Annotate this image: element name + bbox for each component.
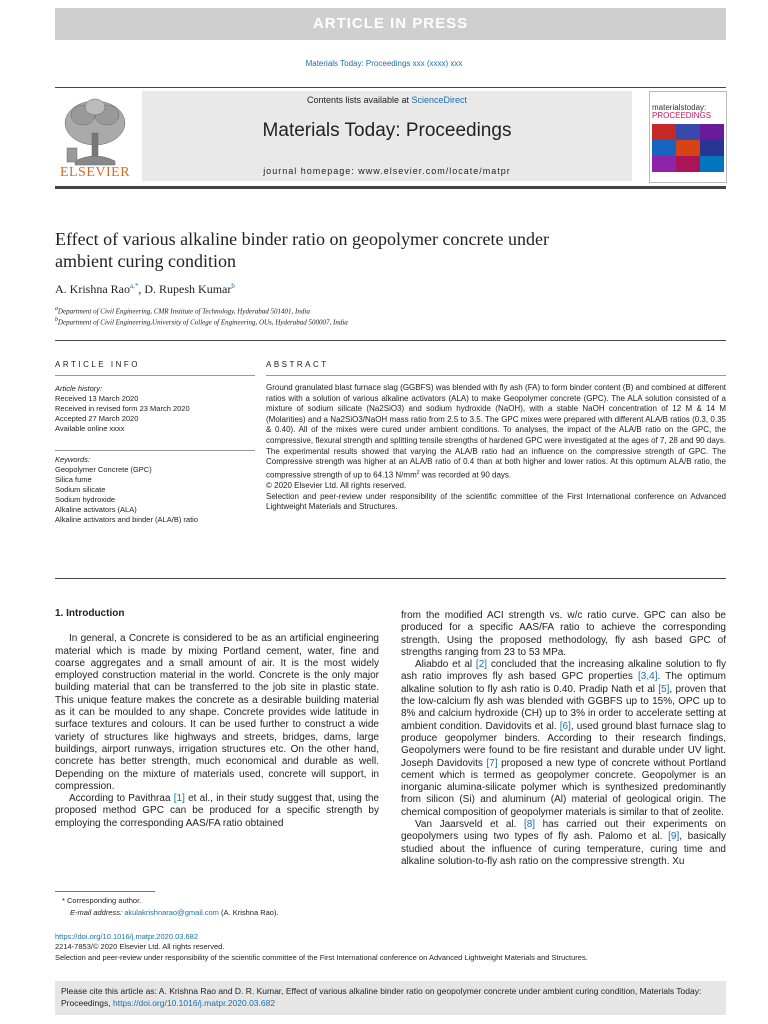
contents-line — [142, 95, 632, 105]
intro-paragraph-1: In general, a Concrete is considered to be as an artificial engineering material which is made by mixing Portland cement, water, fine and coarse aggregates and a small amount of air. It is the most widely employed construction material in the world. Concrete is the only major building material that can be transferred to the job site in plastic state. This unique feature makes the concrete as a desirable building material as it can be moulded to any shape. Concrete provides wide latitude in surface textures and colours. It can be used further to construct a wide variety of structures like highways and streets, bridges, dams, large buildings, airport runways, irrigation structures etc. On the other hand, concrete has better strength, much economical and durable as well. Depending on the mixture of materials used, concrete will support, in compression. — [55, 633, 379, 792]
header-top-rule — [55, 87, 726, 88]
intro-left-column — [55, 608, 379, 830]
issn-line: 2214-7853/© 2020 Elsevier Ltd. All rights reserved. — [55, 942, 225, 951]
author-2[interactable]: D. Rupesh Kumar — [144, 282, 232, 296]
keyword: Alkaline activators (ALA) — [55, 505, 137, 514]
cite-this-article-box: Please cite this article as: A. Krishna Rao and D. R. Kumar, Effect of various alkaline binder ratio on geopolymer concrete under ambient curing condition, Materials Today: Proceedings, https://doi.org/10.1016/j.matpr.2020.03.682 — [55, 981, 726, 1015]
intro-paragraph-3: from the modified ACI strength vs. w/c ratio curve. GPC can also be produced for a specific AAS/FA ratio to achieve the corresponding strength. Using the proposed methodology, fly ash based GPC of strengths ranging from 23 to 53 MPa. — [401, 610, 726, 658]
citation-link[interactable]: [3,4] — [638, 671, 658, 683]
intro-paragraph-4: Aliabdo et al [2] concluded that the increasing alkaline solution to fly ash ratio improves fly ash based GPC properties [3,4]. The optimum alkaline solution to fly ash ratio is 0.40. Pradip Nath et al [5], proven that the low-calcium fly ash was blended with GGBFS up to 15%, OPC up to 8% and calcium hydroxide (CH) up to 3% in order to accelerate setting at ambient condition. Davidovits et al. [6], used ground blast furnace slag to produce geopolymer binders. According to their research findings, Geopolymers were found to be fire resistant and durable under UV light. Joseph Davidovits [7] proposed a new type of concrete without Portland cement which is termed as geopolymer concrete. Geopolymer is an inorganic alumina-silicate polymer which is synthesized predominantly from silicon (Si) and aluminum (Al) material of geological origin. The chemical composition of geopolymer materials is similar to that of zeolite. — [401, 659, 727, 818]
citation-link[interactable]: [6] — [559, 720, 571, 732]
journal-homepage[interactable]: journal homepage: www.elsevier.com/locate/matpr — [263, 166, 511, 176]
header-bottom-rule — [55, 186, 726, 189]
article-title: Effect of various alkaline binder ratio on geopolymer concrete under ambient curing condition — [55, 229, 549, 271]
keyword: Sodium hydroxide — [55, 495, 116, 504]
author-list: A. Krishna Rao$^{a,*}$, D. Rupesh Kumar$^b$ — [55, 282, 235, 296]
author-1[interactable]: A. Krishna Rao — [55, 282, 130, 296]
email-link[interactable]: akulakrishnarao@gmail.com — [124, 908, 219, 917]
citation-link[interactable]: [7] — [486, 757, 498, 769]
abstract-rule — [266, 375, 726, 376]
info-rule — [55, 375, 255, 376]
footnote-rule — [55, 891, 155, 892]
keyword: Silica fume — [55, 475, 92, 484]
intro-heading: 1. Introduction — [55, 608, 125, 619]
article-info-heading: ARTICLE INFO — [55, 360, 140, 369]
intro-paragraph-2: According to Pavithraa [1] et al., in their study suggest that, using the proposed method GPC can be produced for a specific strength by employing the corresponding AAS/FA ratio obtained — [55, 793, 379, 829]
citation-link[interactable]: [5] — [658, 683, 670, 695]
abstract-body: Ground granulated blast furnace slag (GGBFS) was blended with fly ash (FA) to form binder content (B) and combined at different ratios with a solution of various alkaline activators (ALA) to make Geopolymer concrete (GPC). The ALA solution consisted of a mixture of sodium silicate (Na2SiO3) and sodium hydroxide (NaOH), with a stable NaOH concentration of 12 M & 14 M (Molarities) and a Na2SiO3/NaOH mass ratio from 2.5 to 3.5. The GPC mixes were prepared with different ALA/B ratios (0.3, 0.35 & 0.40). All of the mixes were cured under ambient conditions. To analyses, the impact of the ALA/B ratio on the GPC, the compressive, flexural strength and splitting tensile strengths of hardened GPC were investigated at the ages of 7, 28 and 90 days. The experimental results showed that varying the ALA/B ratio had an influence on the compressive strength of GPC. The Compressive strength was higher at an ALA/B ratio of 0.4 than at both higher and lower ratios. At this optimum ALA/B ratio, the compressive strength of up to 64.13 $N/mm^2$ was recorded at 90 days. © 2020 Elsevier Ltd. All rights reserved. Selection and peer-review under responsibility of the scientific committee of the First International conference on Advanced Lightweight Materials and Structures. — [266, 383, 726, 512]
article-history: Article history: Received 13 March 2020 Received in revised form 23 March 2020 Accepted 27 March 2020 Available online xxxx — [55, 384, 190, 433]
publisher-name[interactable]: ELSEVIER — [59, 165, 131, 180]
article-in-press-banner: ARTICLE IN PRESS — [55, 8, 726, 40]
cover-title: materialstoday: PROCEEDINGS — [652, 103, 712, 120]
author-2-affil[interactable]: b — [231, 282, 235, 290]
cover-mosaic-icon — [652, 124, 724, 174]
sciencedirect-link[interactable]: ScienceDirect — [411, 95, 468, 105]
citation-link[interactable]: [1] — [173, 793, 185, 805]
cite-doi-link[interactable]: https://doi.org/10.1016/j.matpr.2020.03.682 — [112, 998, 276, 1008]
affiliation-b: $^b$Department of Civil Engineering,University of College of Engineering, OUs, Hyderabad 500007, India — [55, 317, 348, 327]
abstract-copyright: © 2020 Elsevier Ltd. All rights reserved. — [266, 481, 407, 490]
abstract-bottom-rule — [55, 578, 726, 579]
author-1-affil[interactable]: a,* — [130, 282, 139, 290]
email-note: E-mail address: akulakrishnarao@gmail.com (A. Krishna Rao). — [70, 908, 279, 917]
journal-title: Materials Today: Proceedings — [262, 120, 512, 141]
abstract-heading: ABSTRACT — [266, 360, 329, 369]
title-block-rule — [55, 340, 726, 341]
citation-link[interactable]: [2] — [475, 659, 488, 671]
abstract-peer-review: Selection and peer-review under responsibility of the scientific committee of the First International conference on Advanced Lightweight Materials and Structures. — [266, 491, 726, 512]
keywords-rule — [55, 450, 255, 451]
keyword: Geopolymer Concrete (GPC) — [55, 465, 152, 474]
keywords: Keywords: Geopolymer Concrete (GPC) Silica fume Sodium silicate Sodium hydroxide Alkaline activators (ALA) Alkaline activators and binder (ALA/B) ratio — [55, 455, 198, 524]
corresponding-author-note: * Corresponding author. — [62, 896, 142, 905]
journal-cover-icon — [649, 91, 727, 183]
contents-prefix: Contents lists available at — [306, 95, 412, 105]
intro-right-column — [401, 610, 726, 868]
intro-paragraph-5: Van Jaarsveld et al. [8] has carried out their experiments on geopolymers using two types of fly ash. Palomo et al. [9], basically studied about the influence of curing temperature, curing time and alkaline solution-to-fly ash ratio on the compressive strength. Xu — [401, 819, 727, 867]
keyword: Sodium silicate — [55, 485, 106, 494]
peer-review-line: Selection and peer-review under responsibility of the scientific committee of the First International conference on Advanced Lightweight Materials and Structures. — [55, 953, 588, 962]
citation-link[interactable]: [8] — [523, 819, 536, 831]
affiliation-a: $^a$Department of Civil Engineering, CMR Institute of Technology, Hyderabad 501401, India — [55, 306, 310, 316]
keyword: Alkaline activators and binder (ALA/B) ratio — [55, 515, 198, 524]
citation-link[interactable]: [9] — [668, 831, 680, 843]
journal-reference[interactable]: Materials Today: Proceedings xxx (xxxx) xxx — [305, 59, 463, 68]
doi-link[interactable]: https://doi.org/10.1016/j.matpr.2020.03.682 — [55, 932, 199, 941]
